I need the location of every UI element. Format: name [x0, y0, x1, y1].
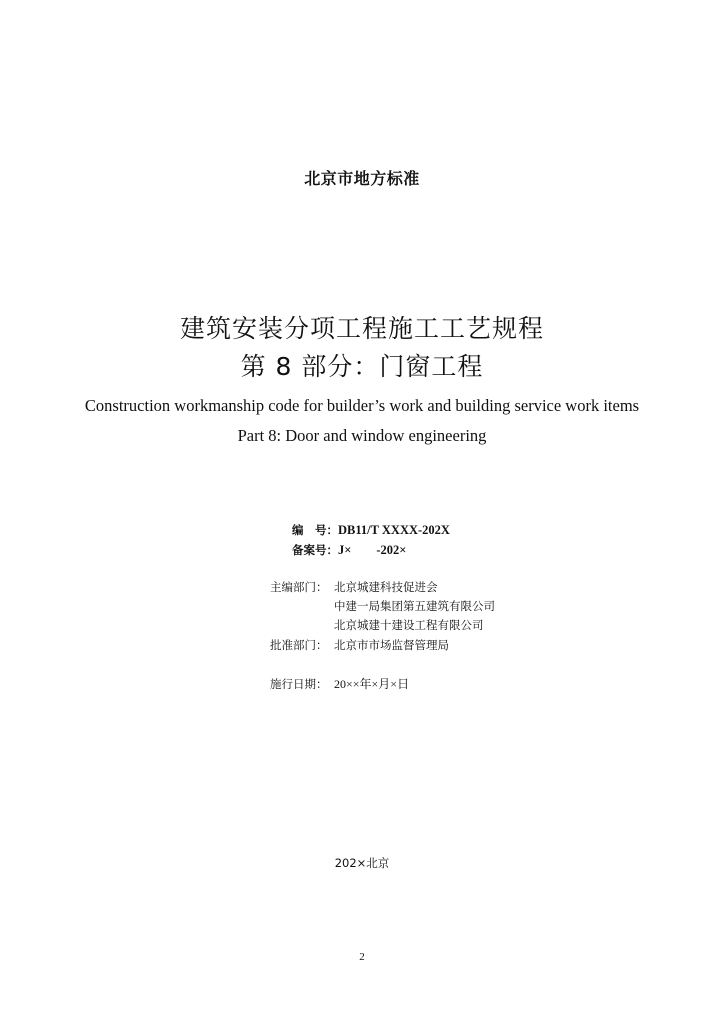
document-subtitle-english: Part 8: Door and window engineering — [237, 426, 487, 445]
effective-date-value: 20××年×月×日 — [334, 677, 410, 691]
chief-editor-2: 中建一局集团第五建筑有限公司 — [334, 599, 495, 613]
document-title-english: Construction workmanship code for builder’s work and building service work items — [84, 396, 640, 415]
standard-number-value: DB11/T XXXX-202X — [338, 523, 450, 537]
standard-type-header: 北京市地方标准 — [304, 169, 420, 188]
page-number: 2 — [359, 951, 365, 963]
approval-label: 批准部门： — [270, 638, 328, 652]
record-number-value: J× -202× — [338, 543, 407, 557]
chief-editor-1: 北京城建科技促进会 — [334, 580, 438, 594]
record-number-label: 备案号： — [292, 543, 338, 557]
document-subtitle-chinese: 第 8 部分：门窗工程 — [240, 352, 484, 381]
standard-number-line — [292, 522, 450, 538]
chief-editor-3: 北京城建十建设工程有限公司 — [334, 618, 484, 632]
chief-editor-label: 主编部门： — [270, 580, 328, 594]
document-title-chinese: 建筑安装分项工程施工工艺规程 — [179, 314, 544, 343]
approval-value: 北京市市场监督管理局 — [334, 638, 449, 652]
record-number-line — [292, 542, 406, 558]
effective-date-label: 施行日期： — [270, 677, 328, 691]
standard-number-label: 编 号： — [292, 523, 338, 537]
publish-place-year: 202×北京 — [334, 856, 390, 870]
